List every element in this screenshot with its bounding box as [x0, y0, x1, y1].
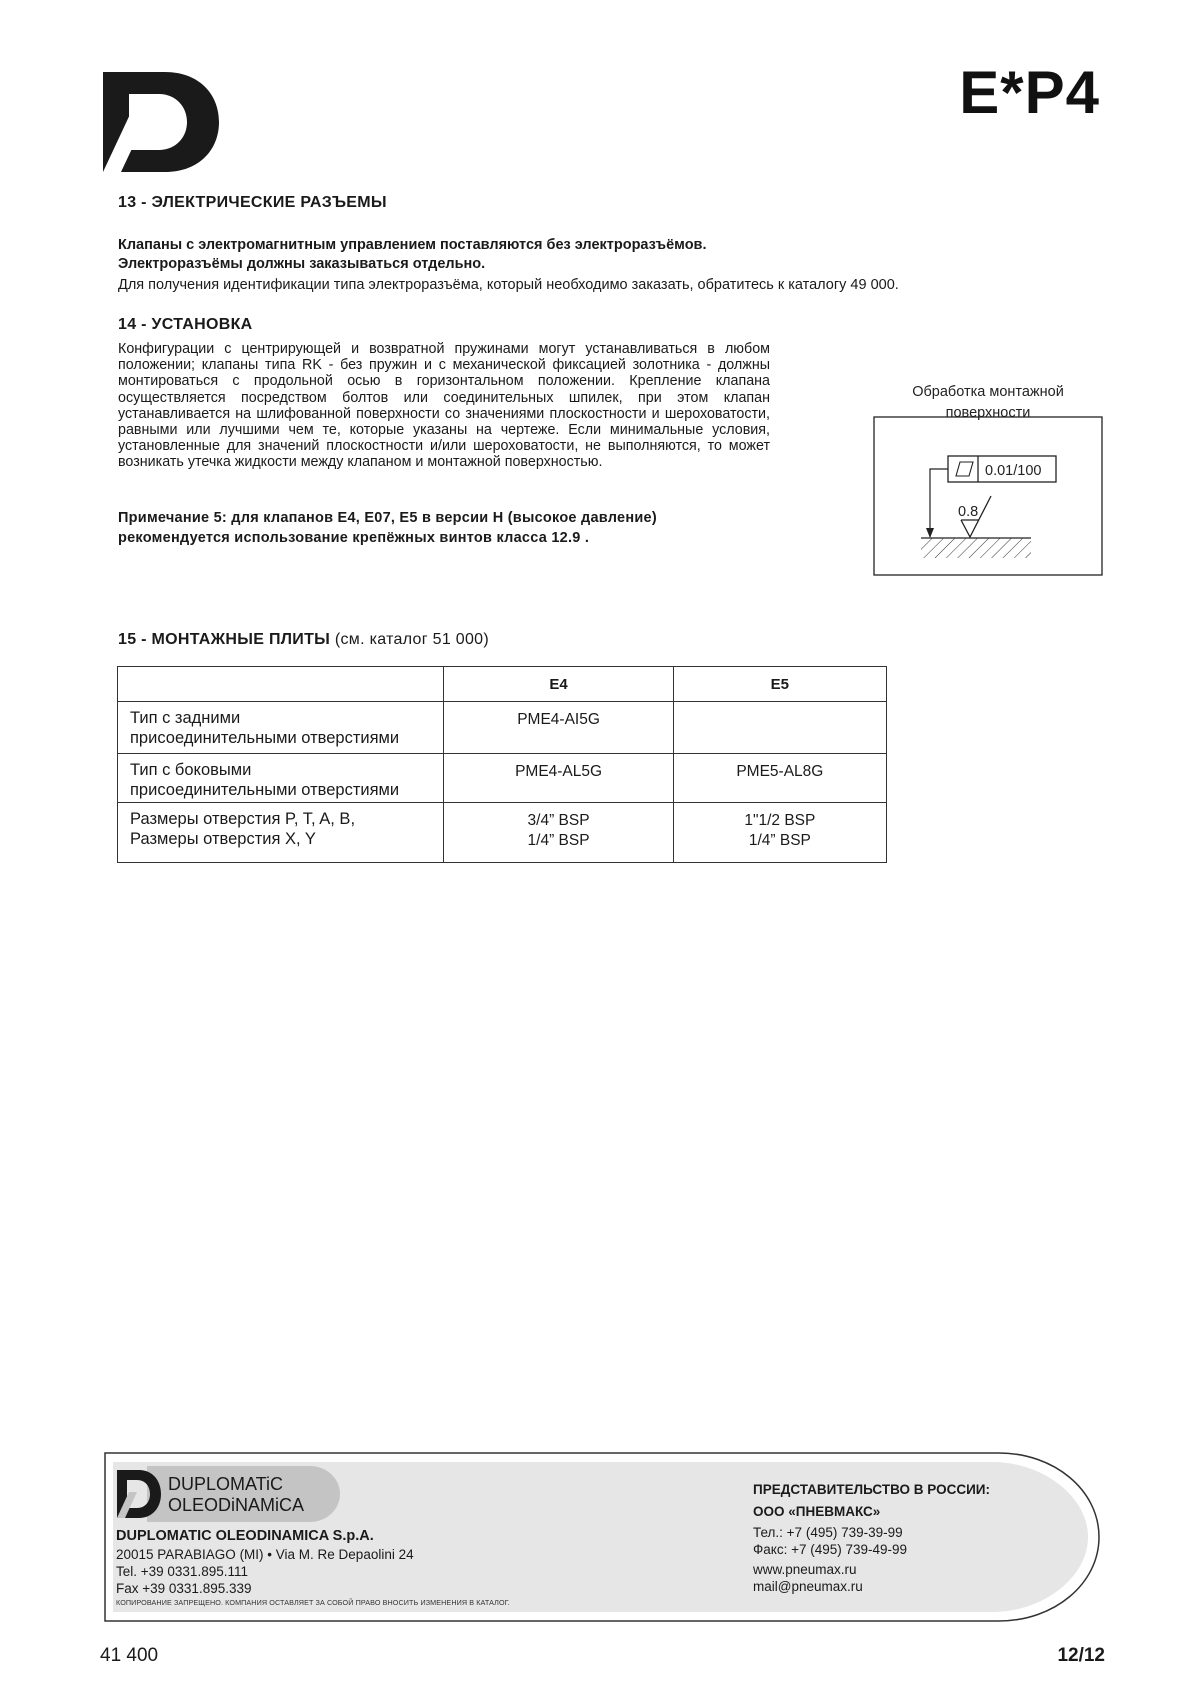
table-row	[118, 803, 887, 863]
section-14-text: Конфигурации с центрирующей и возвратной пружинами могут устанавливаться в любом положении; клапаны типа RK - без пружин и с механической фиксацией золотника - должны монтироваться с продольной осью в горизонтальном положении. Крепление клапана осуществляется посредством болтов или соединительных шпилек, при этом клапан устанавливается на шлифованной поверхности со значениями плоскостности и шероховатости, равными или лучшими чем те, которые указаны на чертеже. Если минимальные условия, установленные для значений плоскостности и/или шероховатости, не выполняются, то может возникать утечка жидкости между клапаном и монтажной поверхностью.	[118, 341, 770, 471]
company-name: DUPLOMATIC OLEODINAMICA S.p.A.	[116, 1528, 374, 1544]
cell-e4: PME4-AL5G	[444, 754, 673, 803]
table-header-empty	[118, 667, 444, 702]
cell-e5: PME5-AL8G	[673, 754, 886, 803]
section-13-bold-line-2: Электроразъёмы должны заказываться отдельно.	[118, 256, 486, 272]
logo-text-oleodinamica: OLEODiNAMiCA	[168, 1495, 305, 1515]
tolerance-value: 0.01/100	[985, 463, 1042, 479]
mounting-surface-diagram	[873, 416, 1103, 576]
table-header-e4: E4	[444, 667, 673, 702]
table-header-e5: E5	[673, 667, 886, 702]
table-row	[118, 754, 887, 803]
cell-e4: PME4-AI5G	[444, 702, 673, 754]
copyright-notice: КОПИРОВАНИЕ ЗАПРЕЩЕНО. КОМПАНИЯ ОСТАВЛЯЕТ ЗА СОБОЙ ПРАВО ВНОСИТЬ ИЗМЕНЕНИЯ В КАТАЛОГ.	[116, 1598, 510, 1607]
russia-rep-title: ПРЕДСТАВИТЕЛЬСТВО В РОССИИ:	[753, 1482, 990, 1497]
row-label: Тип с задними присоединительными отверстиями	[118, 702, 444, 754]
company-tel: Tel. +39 0331.895.111	[116, 1564, 248, 1579]
company-address: 20015 PARABIAGO (MI) • Via M. Re Depaolini 24	[116, 1547, 414, 1562]
russia-rep-fax: Факс: +7 (495) 739-49-99	[753, 1542, 908, 1557]
russia-rep-email[interactable]: mail@pneumax.ru	[753, 1579, 863, 1594]
russia-rep-company: ООО «ПНЕВМАКС»	[753, 1504, 881, 1519]
table-header-row	[118, 667, 887, 702]
russia-rep-website[interactable]: www.pneumax.ru	[753, 1562, 857, 1577]
section-15-heading	[118, 631, 489, 649]
cell-e5: 1"1/2 BSP 1/4” BSP	[673, 803, 886, 863]
duplomatic-oleodinamica-logo	[115, 1466, 340, 1522]
note-5: Примечание 5: для клапанов E4, E07, E5 в версии H (высокое давление) рекомендуется использование крепёжных винтов класса 12.9 .	[118, 510, 657, 546]
section-13-bold-line-1: Клапаны с электромагнитным управлением поставляются без электроразъёмов.	[118, 237, 707, 253]
table-row	[118, 702, 887, 754]
cell-e4: 3/4” BSP 1/4” BSP	[444, 803, 673, 863]
logo-text-duplomatic: DUPLOMATiC	[168, 1474, 284, 1494]
cell-e5	[673, 702, 886, 754]
section-13-heading: 13 - ЭЛЕКТРИЧЕСКИЕ РАЗЪЕМЫ	[118, 194, 387, 211]
page-number: 12/12	[1057, 1645, 1105, 1666]
section-13-text: Для получения идентификации типа электроразъёма, который необходимо заказать, обратитесь к каталогу 49 000.	[118, 277, 899, 293]
mounting-plates-table	[117, 666, 887, 863]
company-fax: Fax +39 0331.895.339	[116, 1581, 252, 1596]
roughness-value: 0.8	[958, 504, 979, 520]
surface-figure-title: Обработка монтажной поверхности	[912, 384, 1064, 421]
russia-rep-tel: Тел.: +7 (495) 739-39-99	[753, 1525, 903, 1540]
duplomatic-logo	[103, 72, 219, 172]
row-label: Размеры отверстия P, T, A, B, Размеры отверстия X, Y	[118, 803, 444, 863]
catalog-number: 41 400	[100, 1645, 159, 1666]
section-15-title: 15 - МОНТАЖНЫЕ ПЛИТЫ	[118, 631, 331, 648]
leader-line	[930, 469, 948, 537]
row-label: Тип с боковыми присоединительными отверстиями	[118, 754, 444, 803]
section-15-subtitle: (см. каталог 51 000)	[334, 631, 489, 648]
section-13-bold-text	[118, 236, 707, 274]
section-14-heading: 14 - УСТАНОВКА	[118, 316, 253, 333]
model-code: E*P4	[959, 59, 1100, 126]
